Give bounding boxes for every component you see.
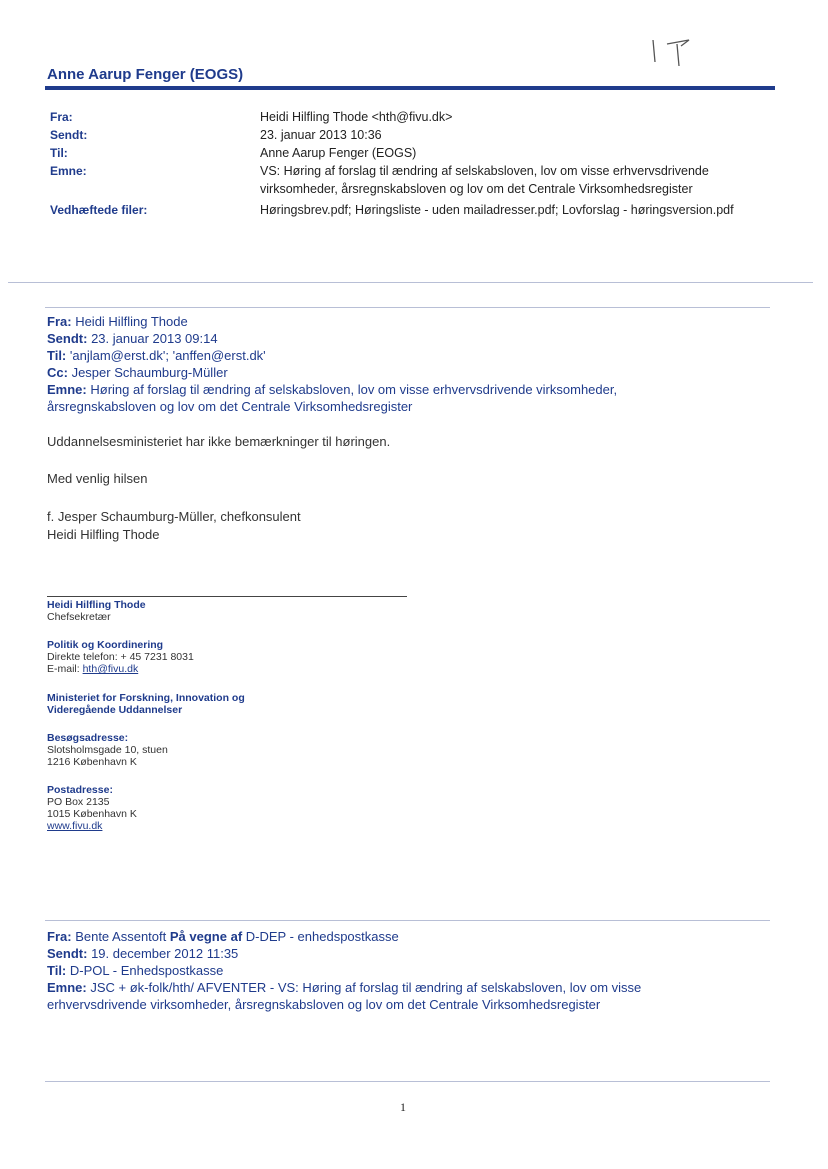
mailbox-owner-name: Anne Aarup Fenger (EOGS)	[47, 66, 244, 83]
footer-divider	[45, 1081, 770, 1082]
sig-post-2: 1015 København K	[47, 808, 137, 820]
m1-body-sign2: Heidi Hilfling Thode	[47, 527, 160, 542]
sig-ministry-1: Ministeriet for Forskning, Innovation og	[47, 692, 245, 704]
m2-sendt-label: Sendt:	[47, 946, 88, 961]
section-divider	[8, 282, 813, 283]
header-emne-label: Emne:	[50, 164, 87, 178]
header-attachments-value: Høringsbrev.pdf; Høringsliste - uden mailadresser.pdf; Lovforslag - høringsversion.pdf	[260, 203, 734, 217]
header-fra-label: Fra:	[50, 110, 73, 124]
sig-dept: Politik og Koordinering	[47, 639, 164, 651]
signature-rule	[47, 596, 407, 597]
sig-website-link[interactable]: www.fivu.dk	[47, 820, 103, 832]
sig-email-link[interactable]: hth@fivu.dk	[82, 663, 139, 675]
m1-body-greeting: Med venlig hilsen	[47, 471, 148, 486]
message1-header	[47, 313, 747, 415]
header-til-label: Til:	[50, 146, 68, 160]
sig-title: Chefsekretær	[47, 611, 111, 623]
m2-emne: JSC + øk-folk/hth/ AFVENTER - VS: Høring af forslag til ændring af selskabsloven, lov om visse erhvervsdrivende virksomheder, årsregnskabsloven og lov om det Centrale Virksomhedsregister	[47, 980, 642, 1012]
title-divider	[45, 86, 775, 90]
m2-til: D-POL - Enhedspostkasse	[69, 963, 224, 978]
header-attachments-label: Vedhæftede filer:	[50, 203, 148, 217]
page-number: 1	[400, 1100, 406, 1114]
message2-header	[47, 928, 747, 1013]
m1-sendt: 23. januar 2013 09:14	[91, 331, 218, 346]
message-divider-2	[45, 920, 770, 921]
m2-til-label: Til:	[47, 963, 67, 978]
m2-emne-label: Emne:	[47, 980, 87, 995]
header-emne-value: VS: Høring af forslag til ændring af selskabsloven, lov om visse erhvervsdrivende virksomheder, årsregnskabsloven og lov om det Centrale Virksomhedsregister	[260, 164, 709, 196]
header-sendt-value: 23. januar 2013 10:36	[260, 128, 382, 142]
m1-emne: Høring af forslag til ændring af selskabsloven, lov om visse erhvervsdrivende virksomheder, årsregnskabsloven og lov om det Centrale Virksomhedsregister	[47, 382, 618, 414]
m1-fra-label: Fra:	[47, 314, 72, 329]
sig-post-label: Postadresse:	[47, 784, 113, 796]
m2-sendt: 19. december 2012 11:35	[91, 946, 239, 961]
sig-ministry-2: Videregående Uddannelser	[47, 704, 183, 716]
m1-body-sign1: f. Jesper Schaumburg-Müller, chefkonsulent	[47, 509, 301, 524]
m2-paa-vegne-label: På vegne af	[169, 929, 243, 944]
signature-block	[47, 599, 245, 832]
m1-til: 'anjlam@erst.dk'; 'anffen@erst.dk'	[69, 348, 266, 363]
sig-visit-2: 1216 København K	[47, 756, 137, 768]
message-divider	[45, 307, 770, 308]
sig-visit-1: Slotsholmsgade 10, stuen	[47, 744, 168, 756]
handwritten-page-number	[645, 32, 705, 72]
m1-emne-label: Emne:	[47, 382, 87, 397]
m1-sendt-label: Sendt:	[47, 331, 88, 346]
header-fra-value: Heidi Hilfling Thode <hth@fivu.dk>	[260, 110, 453, 124]
m2-fra: Bente Assentoft	[75, 929, 167, 944]
sig-post-1: PO Box 2135	[47, 796, 110, 808]
header-sendt-label: Sendt:	[50, 128, 88, 142]
m1-fra: Heidi Hilfling Thode	[75, 314, 188, 329]
m1-til-label: Til:	[47, 348, 67, 363]
sig-email-label: E-mail:	[47, 663, 83, 675]
m1-cc-label: Cc:	[47, 365, 68, 380]
sig-name: Heidi Hilfling Thode	[47, 599, 146, 611]
m1-cc: Jesper Schaumburg-Müller	[71, 365, 228, 380]
sig-visit-label: Besøgsadresse:	[47, 732, 129, 744]
m1-body-line: Uddannelsesministeriet har ikke bemærkninger til høringen.	[47, 434, 391, 449]
sig-phone: Direkte telefon: + 45 7231 8031	[47, 651, 194, 663]
m2-paa-vegne: D-DEP - enhedspostkasse	[245, 929, 399, 944]
m2-fra-label: Fra:	[47, 929, 72, 944]
header-til-value: Anne Aarup Fenger (EOGS)	[260, 146, 417, 160]
